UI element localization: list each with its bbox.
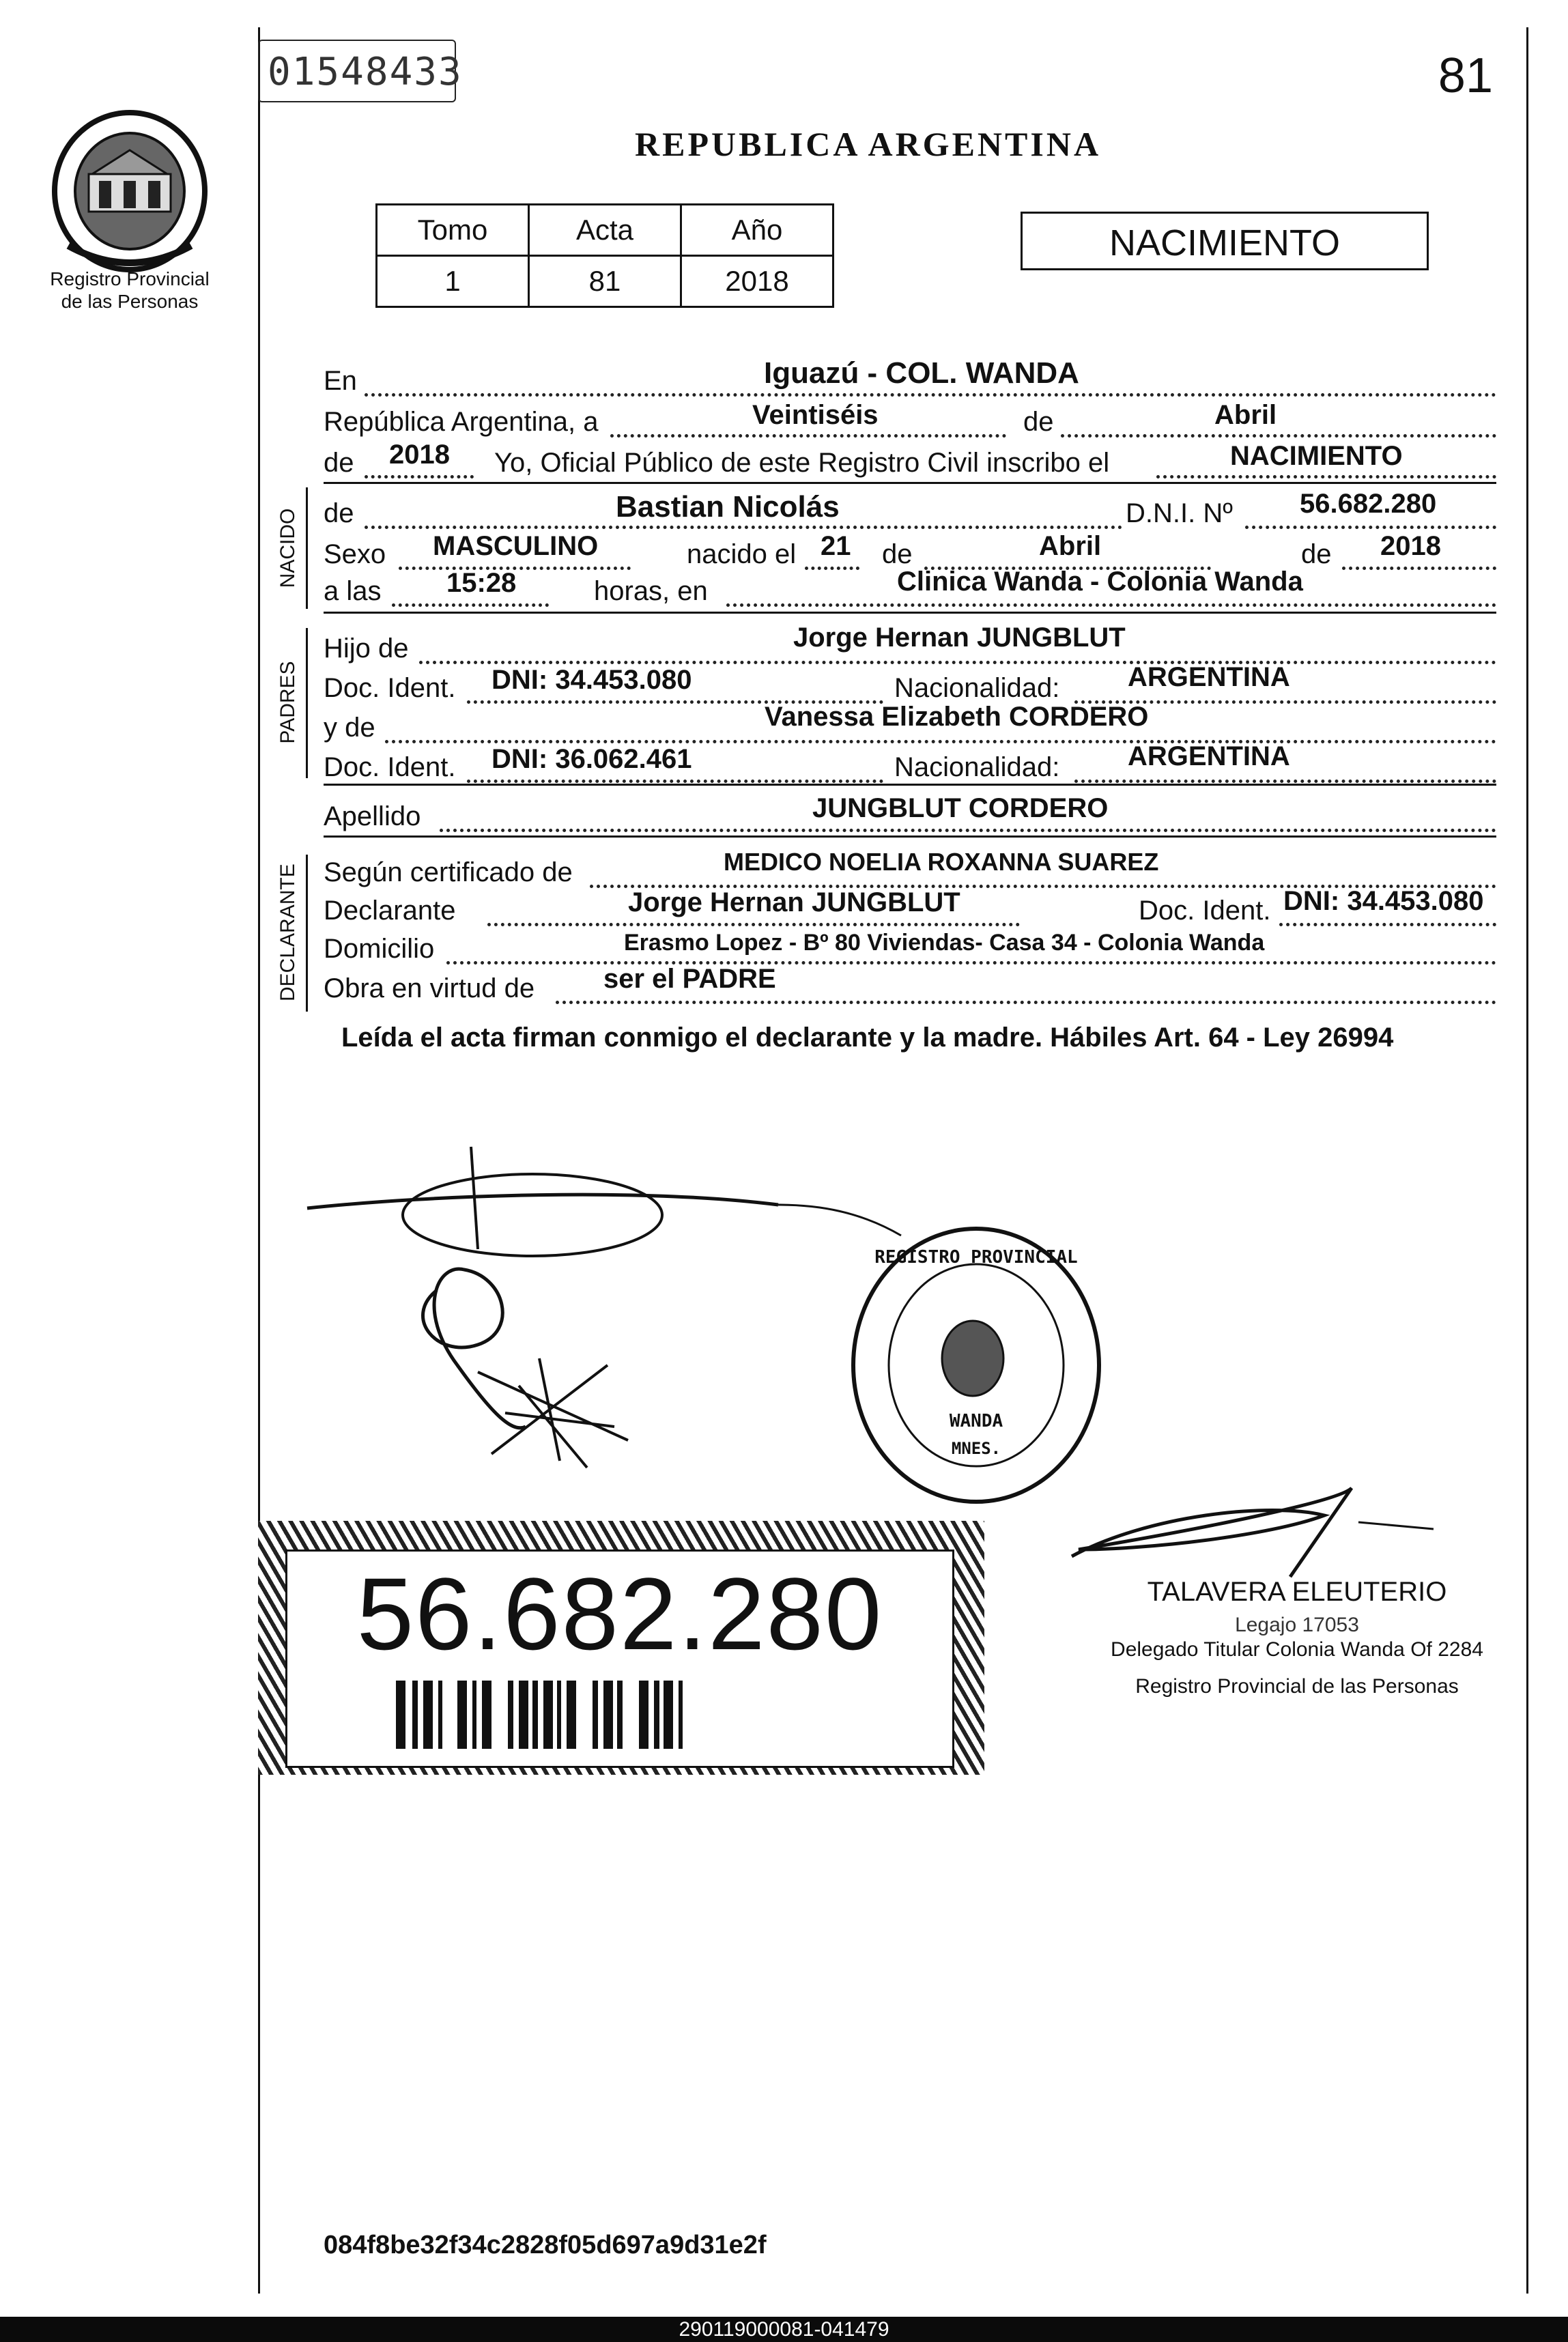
dni-label: D.N.I. Nº (1126, 498, 1233, 528)
padre-value: Jorge Hernan JUNGBLUT (793, 623, 1126, 653)
domicilio-label: Domicilio (324, 934, 435, 964)
serial-number: 01548433 (258, 40, 456, 102)
dots (440, 829, 1496, 832)
right-margin-line (1526, 27, 1528, 2294)
padres-label: PADRES (276, 661, 299, 744)
nacido-bracket (306, 487, 308, 609)
obra-label: Obra en virtud de (324, 973, 535, 1003)
acta-value: 81 (529, 256, 681, 307)
svg-text:WANDA: WANDA (949, 1411, 1003, 1431)
barcode-bars (396, 1681, 833, 1749)
dots (392, 603, 549, 607)
line-obra (324, 964, 1496, 1008)
acta-header: Acta (529, 205, 681, 256)
official-cargo: Delegado Titular Colonia Wanda Of 2284 (1111, 1638, 1483, 1661)
dots (365, 475, 474, 479)
certificado-value: MEDICO NOELIA ROXANNA SUAREZ (724, 848, 1159, 876)
line-hora (324, 567, 1496, 610)
madre-value: Vanessa Elizabeth CORDERO (765, 702, 1149, 732)
padre-doc-value: DNI: 34.453.080 (491, 665, 692, 695)
dots (419, 661, 1496, 664)
dots (1156, 475, 1496, 479)
anio-value: 2018 (389, 440, 450, 470)
dots (365, 393, 1496, 397)
line-nombre (324, 489, 1496, 532)
declarante-nombre-value: Jorge Hernan JUNGBLUT (628, 887, 960, 917)
separator-line (324, 836, 1496, 838)
closing-text: Leída el acta firman conmigo el declarante y la madre. Hábiles Art. 64 - Ley 26994 (341, 1023, 1394, 1053)
line-hijo-de (324, 623, 1496, 668)
misiones-seal-logo (41, 109, 218, 280)
anio-value: 2018 (681, 256, 833, 307)
dots (610, 434, 1006, 438)
table-header-row (377, 205, 833, 256)
de-label: de (1023, 407, 1054, 437)
official-organismo: Registro Provincial de las Personas (1135, 1675, 1459, 1698)
registry-stamp (846, 1222, 1106, 1509)
svg-text:REGISTRO PROVINCIAL: REGISTRO PROVINCIAL (874, 1247, 1078, 1268)
horas-en-label: horas, en (594, 576, 708, 606)
sticker-dni-number: 56.682.280 (356, 1556, 883, 1671)
apellido-label: Apellido (324, 801, 421, 831)
oficial-text: Yo, Oficial Público de este Registro Civil inscribo el (494, 448, 1110, 478)
dots (1061, 434, 1496, 438)
footer-code-bar: 290119000081-041479 (0, 2317, 1568, 2342)
dots (1279, 923, 1496, 926)
line-republica (324, 400, 1496, 441)
line-y-de (324, 702, 1496, 747)
anio-header: Año (681, 205, 833, 256)
nacido-mes-value: Abril (1039, 531, 1102, 561)
line-en (324, 356, 1496, 400)
dots (726, 603, 1496, 607)
nacido-de-label: de (324, 498, 354, 528)
lugar-value: Iguazú - COL. WANDA (764, 356, 1079, 390)
dots (487, 923, 1020, 926)
madre-nacionalidad-label: Nacionalidad: (894, 752, 1060, 782)
hijo-de-label: Hijo de (324, 633, 409, 663)
domicilio-value: Erasmo Lopez - Bº 80 Viviendas- Casa 34 - Colonia Wanda (624, 930, 1265, 956)
sexo-value: MASCULINO (433, 531, 599, 561)
sexo-label: Sexo (324, 539, 386, 569)
signature-left (300, 1140, 915, 1495)
official-name: TALAVERA ELEUTERIO (1147, 1577, 1447, 1607)
madre-doc-value: DNI: 36.062.461 (491, 744, 692, 774)
nombre-value: Bastian Nicolás (616, 490, 840, 524)
en-label: En (324, 366, 357, 396)
line-madre-doc (324, 741, 1496, 786)
nacido-de-label-2: de (882, 539, 913, 569)
left-margin-line (258, 27, 260, 2294)
dia-value: Veintiséis (752, 400, 879, 430)
nacido-anio-value: 2018 (1380, 531, 1441, 561)
nacido-dia-value: 21 (821, 531, 851, 561)
official-legajo: Legajo 17053 (1235, 1614, 1359, 1636)
tomo-acta-table (375, 203, 834, 308)
padre-nacionalidad-label: Nacionalidad: (894, 673, 1060, 703)
signature-right (1065, 1474, 1447, 1584)
tomo-value: 1 (377, 256, 529, 307)
dots (1342, 567, 1496, 570)
line-declarante (324, 886, 1496, 930)
declarante-bracket (306, 855, 308, 1012)
declarante-label: DECLARANTE (276, 863, 299, 1001)
mes-value: Abril (1214, 400, 1277, 430)
logo-caption-line-2: de las Personas (61, 291, 199, 312)
a-las-label: a las (324, 576, 382, 606)
separator-line (324, 482, 1496, 484)
declarante-doc-value: DNI: 34.453.080 (1283, 886, 1484, 916)
obra-value: ser el PADRE (603, 964, 776, 994)
de2-label: de (324, 448, 354, 478)
tomo-header: Tomo (377, 205, 529, 256)
y-de-label: y de (324, 713, 375, 743)
dni-value: 56.682.280 (1300, 489, 1437, 519)
dots (1074, 780, 1496, 783)
certificado-label: Según certificado de (324, 857, 573, 887)
separator-line (324, 784, 1496, 786)
table-value-row (377, 256, 833, 307)
hora-value: 15:28 (446, 568, 517, 598)
apellido-value: JUNGBLUT CORDERO (812, 793, 1109, 823)
logo-caption-line-1: Registro Provincial (50, 268, 210, 289)
inscripcion-value: NACIMIENTO (1230, 441, 1403, 471)
dots (385, 740, 1496, 743)
record-type-box: NACIMIENTO (1021, 212, 1429, 270)
page-number: 81 (1438, 48, 1493, 103)
madre-nacionalidad-value: ARGENTINA (1128, 741, 1290, 771)
dots (805, 567, 859, 570)
dots (467, 780, 883, 783)
line-anio (324, 440, 1496, 482)
nacido-el-label: nacido el (687, 539, 797, 569)
line-domicilio (324, 930, 1496, 968)
padre-nacionalidad-value: ARGENTINA (1128, 662, 1290, 692)
document-hash: 084f8be32f34c2828f05d697a9d31e2f (324, 2231, 767, 2259)
dots (365, 526, 1122, 529)
republica-label: República Argentina, a (324, 407, 599, 437)
line-apellido (324, 793, 1496, 836)
svg-text:MNES.: MNES. (951, 1439, 1001, 1458)
separator-line (324, 612, 1496, 614)
nacido-de-label-3: de (1301, 539, 1332, 569)
padre-doc-label: Doc. Ident. (324, 673, 456, 703)
nacido-lugar-value: Clinica Wanda - Colonia Wanda (897, 567, 1303, 597)
declarante-doc-label: Doc. Ident. (1139, 896, 1271, 926)
logo-caption (27, 268, 232, 313)
page-title: REPUBLICA ARGENTINA (635, 125, 1102, 163)
madre-doc-label: Doc. Ident. (324, 752, 456, 782)
declarante-name-label: Declarante (324, 896, 456, 926)
nacido-label: NACIDO (276, 508, 299, 588)
dots (1245, 526, 1496, 529)
dots (556, 1001, 1496, 1004)
padres-bracket (306, 628, 308, 778)
